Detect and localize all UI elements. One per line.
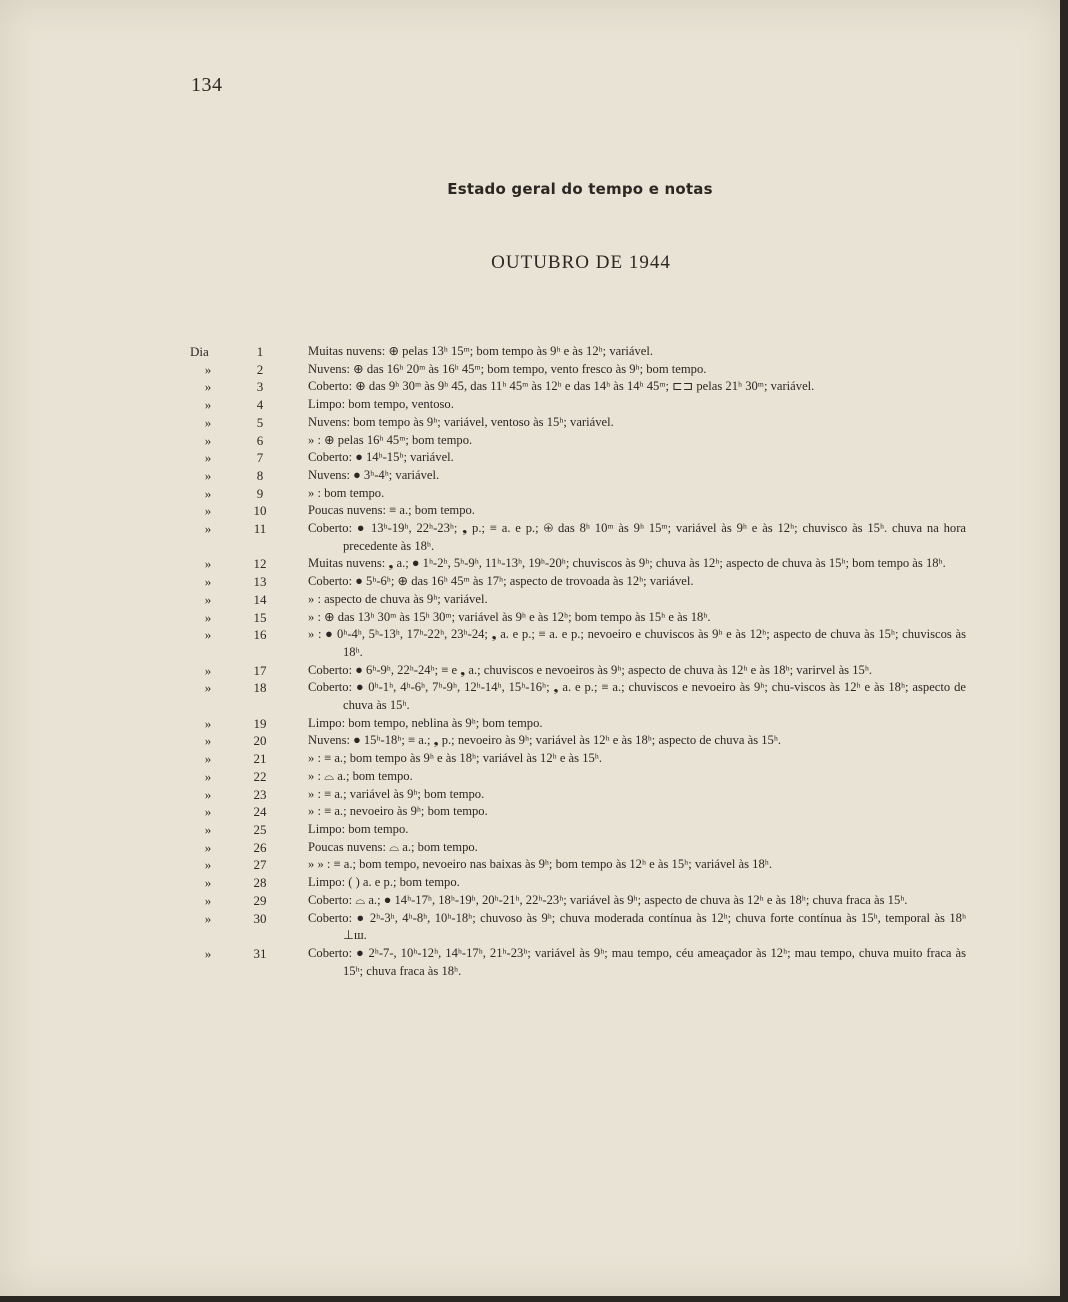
day-entry (0, 609, 1060, 627)
day-entry (0, 449, 1060, 467)
day-entry (0, 786, 1060, 804)
day-number: 10 (253, 503, 267, 519)
day-weather-note: Coberto: ● 2ʰ-3ʰ, 4ʰ-8ʰ, 10ʰ-18ʰ; chuvoso às 9ʰ; chuva moderada contínua às 12ʰ; chuva forte contínua às 15ʰ, temporal às 18ʰ ⊥ш. (308, 910, 966, 943)
ditto-mark: » (204, 485, 212, 501)
ditto-mark: » (204, 467, 212, 483)
day-weather-note: Coberto: ● 2ʰ-7-, 10ʰ-12ʰ, 14ʰ-17ʰ, 21ʰ-23ʰ; variável às 9ʰ; mau tempo, céu ameaçador às 12ʰ; mau tempo, chuva muito fraca às 15ʰ; chuva fraca às 18ʰ. (308, 945, 966, 978)
day-entry (0, 856, 1060, 874)
page-number: 134 (191, 74, 223, 96)
day-weather-note: Nuvens: ⊕ das 16ʰ 20ᵐ às 16ʰ 45ᵐ; bom tempo, vento fresco às 9ʰ; bom tempo. (308, 361, 707, 376)
day-number: 25 (253, 821, 267, 837)
day-weather-note: » : ≡ a.; bom tempo às 9ʰ e às 18ʰ; variável às 12ʰ e às 15ʰ. (308, 751, 602, 766)
day-weather-note: Muitas nuvens: ❟ a.; ● 1ʰ-2ʰ, 5ʰ-9ʰ, 11ʰ-13ʰ, 19ʰ-20ʰ; chuviscos às 9ʰ; chuva às 12ʰ; aspecto de chuva às 15ʰ; bom tempo às 18ʰ. (308, 556, 946, 571)
day-weather-note: Nuvens: ● 3ʰ-4ʰ; variável. (308, 467, 440, 482)
day-weather-note: Coberto: ● 0ʰ-1ʰ, 4ʰ-6ʰ, 7ʰ-9ʰ, 12ʰ-14ʰ, 15ʰ-16ʰ; ❟ a. e p.; ≡ a.; chuviscos e nevoeiro às 9ʰ; chu-viscos às 12ʰ e às 18ʰ; aspecto de chuva às 15ʰ. (308, 680, 966, 713)
day-entry (0, 768, 1060, 786)
day-number: 19 (253, 715, 267, 731)
day-weather-note: Coberto: ⊕ das 9ʰ 30ᵐ às 9ʰ 45, das 11ʰ 45ᵐ às 12ʰ e das 14ʰ às 14ʰ 45ᵐ; ⊏⊐ pelas 21ʰ 30ᵐ; variável. (308, 379, 815, 394)
ditto-mark: » (204, 680, 212, 696)
day-number: 11 (253, 521, 267, 537)
day-weather-note: » : ⌓ a.; bom tempo. (308, 768, 413, 783)
ditto-mark: » (204, 839, 212, 855)
ditto-mark: » (204, 910, 212, 926)
day-entry (0, 485, 1060, 503)
day-weather-note: » : ≡ a.; variável às 9ʰ; bom tempo. (308, 786, 485, 801)
ditto-mark: » (204, 379, 212, 395)
day-weather-note: Limpo: bom tempo, ventoso. (308, 397, 454, 412)
day-number: 4 (256, 397, 264, 413)
day-entry (0, 343, 1060, 361)
day-number: 22 (253, 768, 267, 784)
ditto-mark: » (204, 768, 212, 784)
day-number: 16 (253, 627, 267, 643)
day-weather-note: » : bom tempo. (308, 485, 385, 500)
day-entry (0, 378, 1060, 396)
day-entry (0, 910, 1060, 945)
day-weather-note: Coberto: ● 14ʰ-15ʰ; variável. (308, 450, 454, 465)
day-entry (0, 874, 1060, 892)
day-entry (0, 803, 1060, 821)
day-number: 21 (253, 751, 267, 767)
day-weather-note: Nuvens: bom tempo às 9ʰ; variável, ventoso às 15ʰ; variável. (308, 414, 614, 429)
day-number: 12 (253, 556, 267, 572)
ditto-mark: » (204, 397, 212, 413)
day-entry (0, 945, 1060, 980)
ditto-mark: » (204, 786, 212, 802)
ditto-mark: » (204, 821, 212, 837)
ditto-mark: » (204, 892, 212, 908)
day-number: 13 (253, 574, 267, 590)
day-weather-note: Limpo: bom tempo. (308, 821, 409, 836)
day-weather-note: Coberto: ● 5ʰ-6ʰ; ⊕ das 16ʰ 45ᵐ às 17ʰ; aspecto de trovoada às 12ʰ; variável. (308, 574, 694, 589)
day-weather-note: » : aspecto de chuva às 9ʰ; variável. (308, 591, 488, 606)
day-entry (0, 591, 1060, 609)
ditto-mark: » (204, 751, 212, 767)
day-number: 27 (253, 857, 267, 873)
day-entry (0, 662, 1060, 680)
day-weather-note: Limpo: bom tempo, neblina às 9ʰ; bom tempo. (308, 715, 543, 730)
day-weather-note: Coberto: ● 6ʰ-9ʰ, 22ʰ-24ʰ; ≡ e ❟ a.; chuviscos e nevoeiros às 9ʰ; aspecto de chuva às 12ʰ e às 18ʰ; varirvel às 15ʰ. (308, 662, 873, 677)
day-number: 20 (253, 733, 267, 749)
ditto-mark: » (204, 591, 212, 607)
ditto-mark: » (204, 414, 212, 430)
day-weather-note: Poucas nuvens: ⌓ a.; bom tempo. (308, 839, 478, 854)
ditto-mark: » (204, 609, 212, 625)
day-number: 1 (256, 344, 264, 359)
day-entry (0, 467, 1060, 485)
day-entry (0, 732, 1060, 750)
day-entry (0, 715, 1060, 733)
month-title: OUTUBRO DE 1944 (491, 252, 671, 273)
ditto-mark: » (204, 574, 212, 590)
day-entry (0, 892, 1060, 910)
day-column-header: Dia (190, 344, 209, 359)
day-number: 9 (256, 485, 264, 501)
day-weather-note: Coberto: ● 13ʰ-19ʰ, 22ʰ-23ʰ; ❟ p.; ≡ a. e p.; ⊕ das 8ʰ 10ᵐ às 9ʰ 15ᵐ; variável às 9ʰ e às 12ʰ; chuvisco às 15ʰ. chuva na hora precedente às 18ʰ. (308, 521, 966, 553)
day-number: 8 (256, 467, 264, 483)
day-number: 5 (256, 414, 264, 430)
day-entry (0, 502, 1060, 520)
day-entry (0, 396, 1060, 414)
day-weather-note: » : ⊕ das 13ʰ 30ᵐ às 15ʰ 30ᵐ; variável às 9ʰ e às 12ʰ; bom tempo às 15ʰ e às 18ʰ. (308, 609, 711, 624)
ditto-mark: » (204, 715, 212, 731)
day-weather-note: Poucas nuvens: ≡ a.; bom tempo. (308, 503, 475, 518)
day-entry (0, 414, 1060, 432)
day-entry (0, 626, 1060, 661)
day-number: 28 (253, 875, 267, 891)
day-number: 15 (253, 609, 267, 625)
day-weather-note: Coberto: ⌓ a.; ● 14ʰ-17ʰ, 18ʰ-19ʰ, 20ʰ-21ʰ, 22ʰ-23ʰ; variável às 9ʰ; aspecto de chuva às 12ʰ e às 18ʰ; chuva fraca às 15ʰ. (308, 892, 908, 907)
day-number: 14 (253, 591, 267, 607)
day-weather-note: Nuvens: ● 15ʰ-18ʰ; ≡ a.; ❟ p.; nevoeiro às 9ʰ; variável às 12ʰ e às 18ʰ; aspecto de chuva às 15ʰ. (308, 733, 782, 748)
day-entry (0, 750, 1060, 768)
day-number: 3 (256, 379, 264, 395)
ditto-mark: » (204, 503, 212, 519)
ditto-mark: » (204, 733, 212, 749)
ditto-mark: » (204, 521, 212, 537)
day-entry (0, 839, 1060, 857)
day-entry (0, 679, 1060, 714)
ditto-mark: » (204, 432, 212, 448)
day-entry (0, 432, 1060, 450)
day-weather-note: Muitas nuvens: ⊕ pelas 13ʰ 15ᵐ; bom tempo às 9ʰ e às 12ʰ; variável. (308, 344, 654, 358)
day-number: 18 (253, 680, 267, 696)
day-entry (0, 555, 1060, 573)
weather-log-list (0, 343, 1060, 980)
day-number: 29 (253, 892, 267, 908)
ditto-mark: » (204, 627, 212, 643)
day-entry (0, 520, 1060, 555)
ditto-mark: » (204, 662, 212, 678)
day-weather-note: Limpo: ( ) a. e p.; bom tempo. (308, 875, 460, 890)
day-entry (0, 573, 1060, 591)
ditto-mark: » (204, 857, 212, 873)
day-number: 17 (253, 662, 267, 678)
day-number: 2 (256, 361, 264, 377)
day-number: 30 (253, 910, 267, 926)
day-weather-note: » : ≡ a.; nevoeiro às 9ʰ; bom tempo. (308, 804, 488, 819)
day-number: 6 (256, 432, 264, 448)
day-number: 26 (253, 839, 267, 855)
day-entry (0, 361, 1060, 379)
section-title: Estado geral do tempo e notas (447, 180, 713, 198)
day-weather-note: » : ● 0ʰ-4ʰ, 5ʰ-13ʰ, 17ʰ-22ʰ, 23ʰ-24; ❟ a. e p.; ≡ a. e p.; nevoeiro e chuviscos às 9ʰ e às 12ʰ; aspecto de chuva às 15ʰ; chuviscos às 18ʰ. (308, 627, 966, 659)
ditto-mark: » (204, 875, 212, 891)
ditto-mark: » (204, 945, 212, 961)
day-number: 31 (253, 945, 267, 961)
day-number: 7 (256, 450, 264, 466)
day-weather-note: » » : ≡ a.; bom tempo, nevoeiro nas baixas às 9ʰ; bom tempo às 12ʰ e às 15ʰ; variável às 18ʰ. (308, 857, 772, 872)
ditto-mark: » (204, 361, 212, 377)
day-number: 24 (253, 804, 267, 820)
day-number: 23 (253, 786, 267, 802)
day-entry (0, 821, 1060, 839)
ditto-mark: » (204, 804, 212, 820)
ditto-mark: » (204, 556, 212, 572)
day-weather-note: » : ⊕ pelas 16ʰ 45ᵐ; bom tempo. (308, 432, 473, 447)
ditto-mark: » (204, 450, 212, 466)
